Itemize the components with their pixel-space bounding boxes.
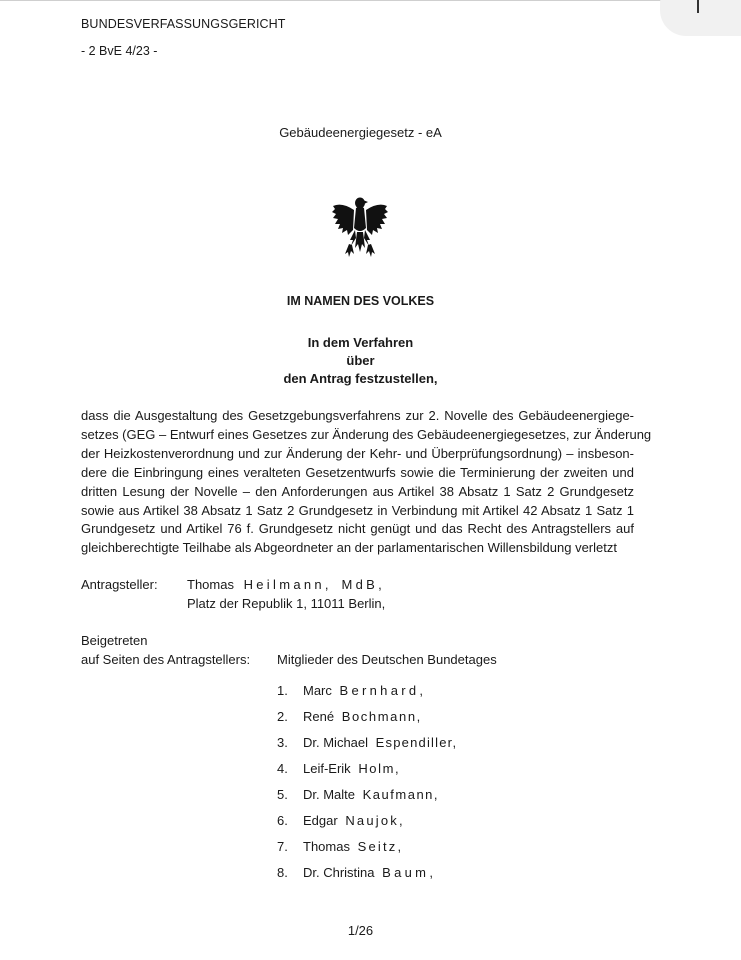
member-last-name: Bernhard,: [339, 683, 427, 698]
member-first-name: Marc: [303, 683, 332, 698]
motion-text-line: dass die Ausgestaltung des Gesetzgebungsverfahrens zur 2. Novelle des Gebäudeenergiege-: [81, 408, 634, 423]
applicant-address: Platz der Republik 1, 11011 Berlin,: [187, 596, 386, 611]
list-item: [277, 709, 422, 724]
motion-text: [81, 407, 652, 558]
list-item: [277, 683, 426, 698]
motion-text-line: dere die Einbringung eines veralteten Gesetzentwurfs sowie die Terminierung der zweiten und: [81, 464, 634, 480]
member-last-name: Bochmann,: [341, 709, 422, 724]
member-last-name: Baum,: [382, 865, 437, 880]
member-first-name: Dr. Malte: [303, 787, 356, 802]
joined-value: Mitglieder des Deutschen Bundetages: [277, 652, 497, 667]
proceedings-line-3: den Antrag festzustellen,: [283, 371, 438, 386]
member-last-name: Kaufmann,: [362, 787, 440, 802]
docket-number: - 2 BvE 4/23 -: [81, 44, 158, 58]
motion-text-line: dritten Lesung der Novelle – den Anforderungen aus Artikel 38 Absatz 1 Satz 2 Grundgesetz: [81, 483, 634, 499]
joined-label-line-2: auf Seiten des Antragstellers:: [81, 652, 251, 667]
member-first-name: René: [303, 709, 335, 724]
member-number: 8.: [277, 865, 288, 880]
member-number: 7.: [277, 839, 288, 854]
viewer-corner-tab: [660, 0, 741, 36]
applicant-title: MdB,: [341, 577, 385, 592]
member-number: 4.: [277, 761, 288, 776]
member-number: 2.: [277, 709, 288, 724]
list-item: [277, 865, 436, 880]
member-last-name: Naujok,: [345, 813, 405, 828]
member-first-name: Edgar: [303, 813, 338, 828]
member-last-name: Holm,: [358, 761, 401, 776]
top-border: [0, 0, 741, 1]
member-last-name: Espendiller,: [375, 735, 458, 750]
applicant-label: Antragsteller:: [81, 577, 158, 592]
list-item: [277, 813, 405, 828]
verdict-heading: IM NAMEN DES VOLKES: [286, 294, 435, 308]
list-item: [277, 839, 403, 854]
motion-text-line: setzes (GEG – Entwurf eines Gesetzes zur Änderung des Gebäudeenergiegesetzes, zur Änderung: [81, 426, 652, 442]
viewer-cursor-mark: [697, 0, 699, 13]
member-number: 5.: [277, 787, 288, 802]
motion-text-line: Grundgesetz und Artikel 76 f. Grundgesetz nicht genügt und das Recht des Antragstellers auf: [81, 521, 634, 537]
joined-label-line-1: Beigetreten: [81, 633, 148, 648]
member-first-name: Leif-Erik: [303, 761, 351, 776]
proceedings-line-2: über: [346, 353, 375, 368]
federal-eagle-icon: [330, 194, 390, 258]
member-number: 1.: [277, 683, 288, 698]
list-item: [277, 735, 457, 750]
member-first-name: Dr. Christina: [303, 865, 375, 880]
applicant-name: [187, 577, 385, 592]
member-first-name: Thomas: [303, 839, 350, 854]
motion-text-line: der Heizkostenverordnung und zur Änderung der Kehr- und Überprüfungsordnung) – insbeson-: [81, 445, 634, 461]
member-number: 3.: [277, 735, 288, 750]
applicant-last-name: Heilmann,: [243, 577, 332, 592]
list-item: [277, 761, 400, 776]
member-first-name: Dr. Michael: [303, 735, 369, 750]
motion-text-line: sowie aus Artikel 38 Absatz 1 Satz 2 Grundgesetz in Verbindung mit Artikel 42 Absatz 1 Satz 1: [81, 502, 634, 518]
member-last-name: Seitz,: [357, 839, 404, 854]
court-name: BUNDESVERFASSUNGSGERICHT: [81, 17, 286, 31]
applicant-first-name: Thomas: [187, 577, 234, 592]
list-item: [277, 787, 439, 802]
member-number: 6.: [277, 813, 288, 828]
motion-text-line: gleichberechtigte Teilhabe als Abgeordneter an der parlamentarischen Willensbildung verletzt: [81, 540, 617, 556]
page-number: 1/26: [347, 923, 374, 938]
proceedings-line-1: In dem Verfahren: [307, 335, 414, 350]
case-short-title: Gebäudeenergiegesetz - eA: [279, 125, 442, 140]
